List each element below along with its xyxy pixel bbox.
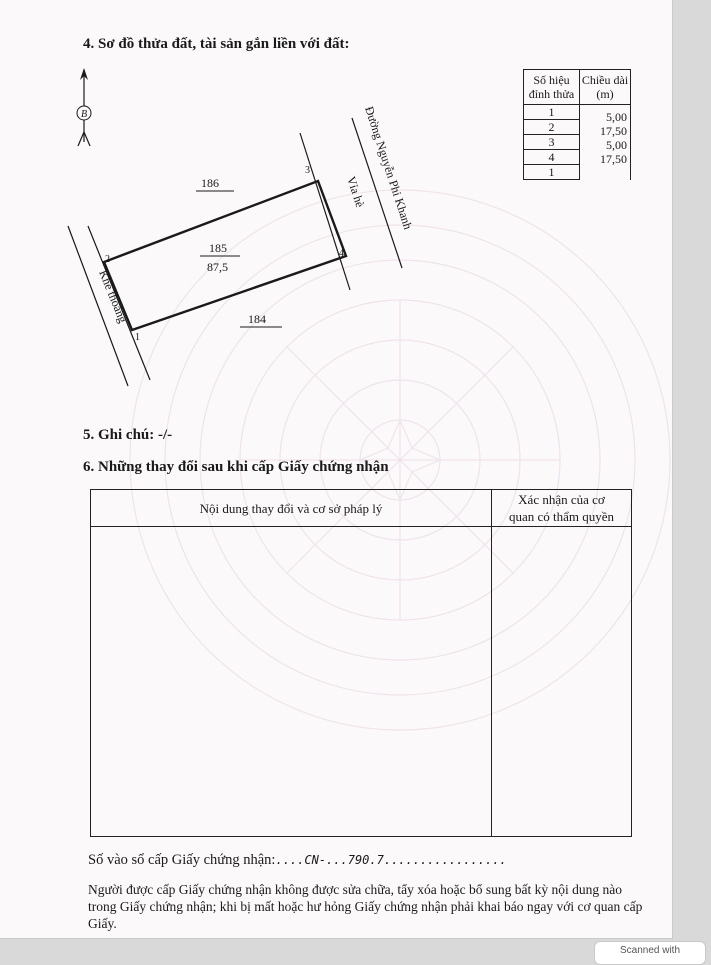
point-label-1: 1 <box>135 332 140 343</box>
point-number: 1 <box>524 165 580 180</box>
changes-content-cell <box>91 527 492 837</box>
parcel-diagram <box>0 0 672 440</box>
road-line <box>300 133 350 290</box>
certificate-notice: Người được cấp Giấy chứng nhận không được sửa chữa, tẩy xóa hoặc bổ sung bất kỳ nội dung nào trong Giấy chứng nhận; khi bị mất hoặc hư hỏng Giấy chứng nhận phải khai báo ngay với cơ quan cấp Giấy. <box>88 882 643 931</box>
point-number: 4 <box>524 150 580 165</box>
sidewalk-label: Vỉa hè <box>344 174 368 210</box>
length-value: 5,00 <box>606 138 627 152</box>
parcel-number: 185 <box>209 241 227 255</box>
point-label-2: 2 <box>105 254 110 265</box>
neighbor-top-label: 186 <box>201 176 219 190</box>
neighbor-bottom-label: 184 <box>248 312 266 326</box>
point-label-3: 3 <box>305 165 310 176</box>
points-header-length: Chiều dài (m) <box>580 70 631 105</box>
road-name-label: Đường Nguyễn Phi Khanh <box>362 104 416 232</box>
length-value: 17,50 <box>600 152 627 166</box>
scanner-badge: Scanned with <box>594 941 706 965</box>
length-column <box>580 105 631 180</box>
section-4-title: 4. Sơ đồ thửa đất, tài sản gắn liền với đất: <box>83 36 350 52</box>
north-arrow-icon <box>77 68 91 146</box>
parcel-area: 87,5 <box>207 260 228 274</box>
section-5-title: 5. Ghi chú: -/- <box>83 427 173 443</box>
register-label: Số vào sổ cấp Giấy chứng nhận: <box>88 852 276 868</box>
north-label: B <box>80 109 88 120</box>
changes-header-content: Nội dung thay đổi và cơ sở pháp lý <box>91 490 492 527</box>
changes-confirmation-cell <box>492 527 632 837</box>
changes-table <box>90 489 632 837</box>
point-label-4: 4 <box>339 248 344 259</box>
register-number-line <box>88 852 507 869</box>
points-length-table <box>523 69 631 180</box>
changes-header-confirmation: Xác nhận của cơ quan có thẩm quyền <box>492 490 632 527</box>
register-value: ....CN-...790.7................. <box>275 853 507 867</box>
point-number: 1 <box>524 105 580 120</box>
points-header-number: Số hiệu đỉnh thửa <box>524 70 580 105</box>
length-value: 17,50 <box>600 124 627 138</box>
section-6-title: 6. Những thay đổi sau khi cấp Giấy chứng nhận <box>83 459 389 475</box>
length-value: 5,00 <box>606 110 627 124</box>
point-number: 2 <box>524 120 580 135</box>
alley-label: Khe thoáng <box>96 267 131 325</box>
point-number: 3 <box>524 135 580 150</box>
